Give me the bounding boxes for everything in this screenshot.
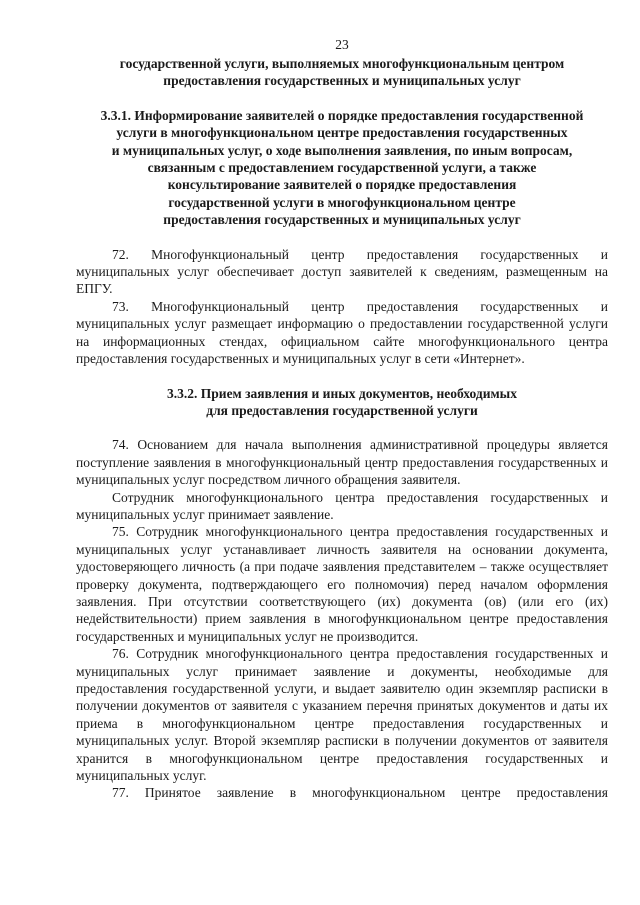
heading-line: предоставления государственных и муниципальных услуг [163, 73, 521, 89]
section-3-3-2-body [76, 436, 608, 802]
page-number: 23 [335, 37, 349, 52]
section-3-3-1-body [76, 246, 608, 368]
paragraph-74-continued: Сотрудник многофункционального центра предоставления государственных и муниципальных услуг принимает заявление. [76, 489, 608, 522]
heading-line: услуги в многофункциональном центре предоставления государственных [116, 125, 568, 141]
heading-line: связанным с предоставлением государственной услуги, а также [147, 160, 537, 176]
heading-line: государственной услуги в многофункциональном центре [168, 194, 516, 210]
heading-line: 3.3.2. Прием заявления и иных документов, необходимых [167, 385, 517, 401]
section-3-3-1-heading [76, 107, 608, 229]
paragraph-77: 77. Принятое заявление в многофункциональном центре предоставления [112, 785, 608, 801]
heading-line: государственной услуги, выполняемых многофункциональным центром [119, 56, 565, 71]
paragraph-74: 74. Основанием для начала выполнения административной процедуры является поступление заявления в многофункциональный центр предоставления государственных и муниципальных услуг посредством личного обращения заявителя. [76, 437, 608, 488]
section-3-3-2-heading [76, 385, 608, 420]
intro-heading [76, 55, 608, 90]
paragraph-76: 76. Сотрудник многофункционального центра предоставления государственных и муниципальных услуг принимает заявление и документы, необходимые для предоставления государственной услуги, и выдает заявителю один экземпляр расписки в получении документов от заявителя с указанием перечня принятых документов и даты их приема в многофункциональном центре предоставления государственных и муниципальных услуг. Второй экземпляр расписки в получении документов от заявителя хранится в многофункциональном центре предоставления государственных и муниципальных услуг. [76, 646, 608, 784]
heading-line: 3.3.1. Информирование заявителей о порядке предоставления государственной [100, 107, 584, 123]
heading-line: предоставления государственных и муниципальных услуг [163, 212, 521, 228]
paragraph-73: 73. Многофункциональный центр предоставления государственных и муниципальных услуг размещает информацию о предоставлении государственной услуги на информационных стендах, официальном сайте многофункционального центра предоставления государственных и муниципальных услуг в сети «Интернет». [76, 298, 608, 367]
paragraph-75: 75. Сотрудник многофункционального центра предоставления государственных и муниципальных услуг устанавливает личность заявителя на основании документа, удостоверяющего личность (а при подаче заявления представителем – также осуществляет проверку документа, подтверждающего его полномочия) перед началом оформления заявления. При отсутствии соответствующего (их) документа (ов) (или его (их) недействительности) прием заявления в многофункциональном центре предоставления государственных и муниципальных услуг не производится. [76, 524, 608, 644]
heading-line: и муниципальных услуг, о ходе выполнения заявления, по иным вопросам, [111, 142, 573, 158]
paragraph-72: 72. Многофункциональный центр предоставления государственных и муниципальных услуг обеспечивает доступ заявителей к сведениям, размещенным на ЕПГУ. [76, 246, 608, 297]
heading-line: для предоставления государственной услуги [206, 402, 478, 418]
heading-line: консультирование заявителей о порядке предоставления [167, 177, 517, 193]
document-page [76, 36, 608, 802]
